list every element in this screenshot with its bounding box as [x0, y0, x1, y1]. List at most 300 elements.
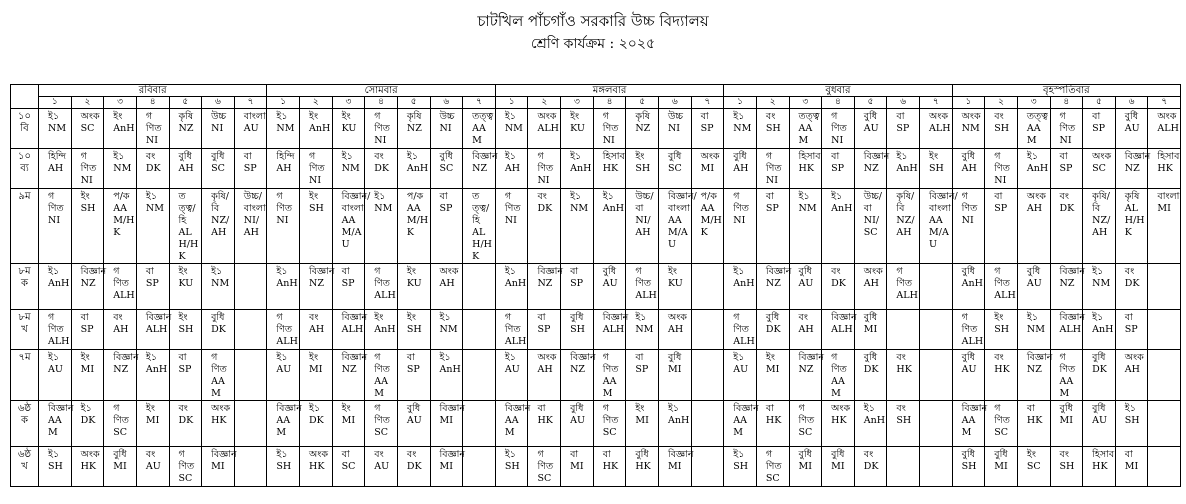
routine-cell [430, 447, 466, 487]
subject-label: ই১ [733, 266, 745, 277]
routine-cell [1017, 310, 1050, 350]
routine-cell [724, 189, 757, 264]
teacher-code: HK [1026, 415, 1043, 426]
period-number: ৩ [1017, 97, 1050, 109]
routine-cell [397, 310, 430, 350]
routine-cell [104, 149, 137, 189]
routine-cell [985, 149, 1018, 189]
subject-label: গণিত [211, 352, 227, 375]
routine-cell [332, 189, 371, 264]
routine-cell [365, 310, 398, 350]
teacher-code: NZ [798, 364, 814, 375]
routine-cell [985, 264, 1018, 310]
subject-label: বিজ্ঞান [765, 266, 792, 277]
routine-cell [234, 149, 267, 189]
routine-cell [397, 189, 430, 264]
subject-label: গণিত [80, 151, 97, 174]
teacher-code: NM [961, 123, 980, 134]
subject-label: কৃষি [635, 111, 650, 122]
teacher-code: SC [1026, 461, 1041, 472]
subject-label: বা [1124, 312, 1133, 323]
routine-cell [561, 401, 594, 447]
teacher-code: SH [178, 324, 194, 335]
teacher-code: NI [667, 123, 681, 134]
routine-cell [71, 109, 104, 149]
routine-cell [626, 401, 659, 447]
routine-cell [952, 401, 988, 447]
subject-label: বিজ্ঞান [961, 403, 988, 414]
subject-label: প/ক [406, 191, 424, 202]
routine-cell [71, 401, 104, 447]
routine-cell [561, 149, 594, 189]
routine-cell [854, 109, 887, 149]
teacher-code: SP [831, 163, 845, 174]
routine-cell [854, 264, 887, 310]
subject-label: গণিত [1059, 111, 1076, 134]
subject-label: বিজ্ঞান [798, 352, 825, 363]
subject-label: বুধি [1059, 403, 1073, 414]
teacher-code: AAM/HK [406, 203, 429, 238]
teacher-code: NZ [309, 278, 324, 289]
routine-cell [789, 310, 822, 350]
teacher-code: SH [733, 461, 749, 472]
subject-label: গণিত [374, 111, 390, 134]
subject-label: বা [570, 449, 579, 460]
routine-cell [822, 189, 855, 264]
routine-cell [658, 310, 691, 350]
subject-label: অংক [1092, 151, 1112, 162]
teacher-code: NZ [178, 123, 194, 134]
subject-label: উচ্চ [439, 111, 455, 122]
routine-cell [887, 310, 920, 350]
routine-cell [789, 149, 822, 189]
teacher-code: MI [798, 461, 813, 472]
routine-cell [495, 310, 528, 350]
teacher-code: SP [341, 278, 355, 289]
subject-label: বা [178, 352, 187, 363]
teacher-code: ALH [994, 290, 1016, 301]
teacher-code: SP [406, 364, 420, 375]
teacher-code: AU [145, 461, 161, 472]
teacher-code: AnH [309, 123, 331, 134]
teacher-code: NM [635, 324, 654, 335]
teacher-code: SH [309, 203, 324, 214]
teacher-code: HK [831, 415, 847, 426]
routine-cell [691, 149, 724, 189]
subject-label: বং [765, 111, 776, 122]
routine-cell [1115, 149, 1151, 189]
period-number: ৭ [1148, 97, 1181, 109]
routine-cell [822, 350, 855, 401]
teacher-code: SP [994, 203, 1008, 214]
routine-cell [626, 310, 659, 350]
period-number: ৪ [136, 97, 169, 109]
routine-cell [1050, 447, 1083, 487]
subject-label: অংক [929, 111, 948, 122]
subject-label: ইং [635, 403, 645, 414]
teacher-code: AH [733, 163, 749, 174]
subject-label: ইং [570, 111, 580, 122]
teacher-code: SP [765, 203, 779, 214]
subject-label: বিজ্ঞান [211, 449, 237, 460]
routine-cell [691, 264, 724, 310]
routine-cell [561, 109, 594, 149]
routine-cell [300, 189, 333, 264]
teacher-code: NM [798, 203, 817, 214]
routine-cell [39, 264, 72, 310]
teacher-code: DK [80, 415, 96, 426]
routine-cell [495, 149, 528, 189]
routine-cell [1050, 264, 1086, 310]
teacher-code: AnH [276, 278, 298, 289]
routine-cell [593, 310, 629, 350]
teacher-code: SH [406, 324, 422, 335]
subject-label: গণিত [765, 151, 782, 174]
routine-cell [71, 310, 104, 350]
routine-cell [397, 447, 430, 487]
day-header-row [11, 85, 1181, 97]
teacher-code: SH [896, 415, 912, 426]
routine-cell [169, 350, 202, 401]
subject-label: বাংলা [243, 111, 266, 122]
teacher-code: NI [145, 135, 158, 146]
subject-label: গণিত [374, 352, 390, 375]
routine-cell [136, 189, 169, 264]
routine-cell [202, 149, 235, 189]
teacher-code: SP [243, 163, 257, 174]
subject-label: বং [1059, 449, 1069, 460]
subject-label: বা [831, 151, 840, 162]
period-number: ২ [756, 97, 789, 109]
routine-cell [756, 350, 789, 401]
routine-cell [430, 149, 463, 189]
teacher-code: ALH/HK [1124, 203, 1145, 238]
routine-cell [691, 109, 724, 149]
subject-label: বং [896, 352, 906, 363]
subject-label: ই১ [48, 449, 60, 460]
subject-label: ই১ [733, 352, 745, 363]
routine-cell [593, 264, 626, 310]
subject-label: বা [537, 403, 546, 414]
routine-cell [952, 149, 985, 189]
subject-label: অংক [1157, 111, 1177, 122]
routine-cell [234, 447, 267, 487]
subject-label: বা [439, 191, 448, 202]
subject-label: বুধি [733, 151, 747, 162]
teacher-code: MI [765, 364, 780, 375]
class-routine-table [10, 84, 1181, 487]
teacher-code: AU [276, 364, 292, 375]
routine-cell [952, 447, 985, 487]
routine-cell [789, 401, 822, 447]
routine-cell [789, 189, 822, 264]
routine-cell [920, 264, 953, 310]
subject-label: ই১ [831, 191, 843, 202]
routine-cell [854, 149, 890, 189]
routine-cell [1148, 189, 1181, 264]
routine-cell [593, 189, 626, 264]
teacher-code: HK [765, 415, 782, 426]
routine-cell [1083, 350, 1116, 401]
teacher-code: SH [929, 163, 944, 174]
teacher-code: NM [570, 203, 589, 214]
subject-label: ই১ [113, 151, 125, 162]
routine-cell [136, 350, 169, 401]
class-row [11, 310, 1181, 350]
teacher-code: SC [602, 427, 617, 438]
teacher-code: NZ [765, 278, 781, 289]
routine-cell [920, 447, 953, 487]
routine-cell [528, 264, 564, 310]
teacher-code: MI [863, 324, 878, 335]
teacher-code: KU [570, 123, 585, 134]
teacher-code: SC [113, 427, 128, 438]
class-row [11, 189, 1181, 264]
teacher-code: SC [80, 123, 95, 134]
teacher-code: AAM [831, 376, 845, 399]
routine-cell [267, 310, 300, 350]
routine-cell [952, 109, 985, 149]
class-label: ৬ষ্ঠ খ [11, 447, 39, 487]
subject-label: হিন্দি [48, 151, 67, 162]
subject-label: বুধি [994, 449, 1008, 460]
subject-label: ইং [929, 151, 939, 162]
subject-label: বং [1059, 191, 1069, 202]
subject-label: অংক [537, 111, 557, 122]
subject-label: ই১ [211, 266, 223, 277]
routine-cell [365, 350, 398, 401]
subject-label: বিজ্ঞান/বাংলা [929, 191, 958, 214]
subject-label: ই১ [863, 403, 875, 414]
teacher-code: DK [211, 324, 226, 335]
subject-label: প/ক [700, 191, 717, 202]
period-number: ৫ [169, 97, 202, 109]
day-header: বৃহস্পতিবার [952, 85, 1180, 97]
routine-cell [234, 310, 267, 350]
subject-label: ইং [635, 151, 645, 162]
teacher-code: AH [178, 163, 194, 174]
routine-cell [789, 350, 825, 401]
teacher-code: AAM/HK [700, 203, 722, 238]
routine-cell [71, 264, 107, 310]
teacher-code: HK [211, 415, 227, 426]
routine-cell [854, 401, 887, 447]
subject-label: কৃষি [1124, 191, 1140, 202]
routine-cell [234, 109, 267, 149]
teacher-code: AnH [602, 203, 624, 214]
subject-label: ই১ [1124, 403, 1136, 414]
teacher-code: NM [733, 123, 752, 134]
routine-cell [495, 447, 528, 487]
teacher-code: DK [863, 461, 879, 472]
class-row [11, 149, 1181, 189]
routine-cell [234, 401, 267, 447]
subject-label: বুধি [961, 449, 975, 460]
teacher-code: ALH [635, 290, 657, 301]
teacher-code: AnH [1092, 324, 1114, 335]
subject-label: প/ক [113, 191, 130, 202]
routine-cell [463, 447, 496, 487]
teacher-code: NI [765, 175, 778, 186]
teacher-code: NZ [80, 278, 96, 289]
teacher-code: HK [537, 415, 553, 426]
teacher-code: SC [798, 427, 813, 438]
subject-label: ই১ [798, 191, 810, 202]
routine-cell [300, 109, 333, 149]
routine-cell [724, 350, 757, 401]
teacher-code: SP [700, 123, 714, 134]
routine-cell [1017, 401, 1050, 447]
routine-cell [169, 109, 202, 149]
subject-label: ই১ [635, 312, 647, 323]
routine-cell [1083, 310, 1116, 350]
teacher-code: DK [145, 163, 161, 174]
teacher-code: HK [1157, 163, 1173, 174]
teacher-code: DK [831, 278, 846, 289]
subject-label: ই১ [504, 111, 516, 122]
routine-cell [1115, 350, 1148, 401]
period-number: ৭ [691, 97, 724, 109]
subject-label: বা [994, 191, 1003, 202]
subject-label: হিসাব [1157, 151, 1180, 162]
subject-label: তত্ত্ব [472, 111, 494, 122]
period-number: ৬ [887, 97, 920, 109]
routine-cell [332, 350, 368, 401]
routine-cell [136, 264, 169, 310]
routine-cell [332, 401, 365, 447]
teacher-code: NI [504, 215, 517, 226]
routine-cell [756, 401, 789, 447]
subject-label: ইং [994, 312, 1004, 323]
subject-label: বা [765, 191, 774, 202]
routine-cell [1083, 447, 1116, 487]
routine-cell [267, 149, 300, 189]
teacher-code: AU [570, 415, 585, 426]
routine-cell [854, 310, 887, 350]
teacher-code: SH [570, 324, 585, 335]
teacher-code: NM [341, 163, 360, 174]
routine-cell [822, 264, 855, 310]
class-label: ৬ষ্ঠ ক [11, 401, 39, 447]
routine-cell [1148, 264, 1181, 310]
teacher-code: MI [341, 415, 356, 426]
teacher-code: DK [374, 163, 389, 174]
routine-cell [71, 447, 104, 487]
subject-label: গণিত [309, 151, 325, 174]
teacher-code: SP [537, 324, 551, 335]
routine-cell [39, 350, 72, 401]
subject-label: ই১ [48, 111, 60, 122]
routine-cell [169, 149, 202, 189]
teacher-code: AH [439, 278, 455, 289]
routine-cell [1148, 109, 1181, 149]
teacher-code: ALH [537, 123, 559, 134]
subject-label: বিজ্ঞান [439, 449, 466, 460]
subject-label: গণিত [374, 266, 390, 289]
teacher-code: SP [635, 364, 649, 375]
subject-label: ই১ [439, 352, 451, 363]
routine-cell [528, 350, 561, 401]
routine-cell [430, 189, 463, 264]
subject-label: ইং [1026, 449, 1036, 460]
teacher-code: SC [994, 427, 1009, 438]
routine-cell [593, 109, 626, 149]
day-header: রবিবার [39, 85, 267, 97]
subject-label: ই১ [504, 449, 516, 460]
routine-cell [495, 350, 528, 401]
subject-label: ই১ [341, 151, 353, 162]
subject-label: বং [537, 191, 547, 202]
teacher-code: AnH [1026, 163, 1049, 174]
subject-label: বিজ্ঞান/বাংলা [667, 191, 697, 214]
teacher-code: AAM/AU [341, 215, 362, 250]
routine-cell [39, 310, 72, 350]
subject-label: বিজ্ঞান [1124, 151, 1151, 162]
teacher-code: HK [80, 461, 97, 472]
subject-label: তত্ত্ব [798, 111, 820, 122]
class-row [11, 401, 1181, 447]
period-number: ৭ [920, 97, 953, 109]
teacher-code: AU [504, 364, 520, 375]
teacher-code: NI/AH [243, 215, 260, 238]
subject-label: তত্ত্ব [1026, 111, 1048, 122]
routine-cell [1148, 447, 1181, 487]
routine-cell [561, 264, 594, 310]
subject-label: বং [145, 449, 156, 460]
subject-label: গণিত [276, 312, 292, 335]
routine-cell [463, 264, 496, 310]
subject-label: উচ্চ/বা [635, 191, 654, 214]
teacher-code: AU [243, 123, 259, 134]
routine-cell [724, 264, 757, 310]
teacher-code: NI [48, 215, 61, 226]
routine-cell [822, 109, 855, 149]
subject-label: বিজ্ঞান [733, 403, 759, 414]
routine-cell [104, 310, 137, 350]
teacher-code: SH [276, 461, 292, 472]
teacher-code: SH [635, 163, 651, 174]
subject-label: হিসাব [602, 151, 625, 162]
subject-label: ই১ [504, 352, 516, 363]
teacher-code: AnH [961, 278, 983, 289]
teacher-code: KU [178, 278, 194, 289]
subject-label: বিজ্ঞান [667, 449, 694, 460]
routine-cell [593, 149, 626, 189]
routine-cell [202, 350, 235, 401]
routine-cell [104, 401, 137, 447]
routine-cell [626, 447, 659, 487]
teacher-code: AnH [667, 415, 690, 426]
routine-cell [430, 350, 463, 401]
subject-label: ই১ [570, 151, 582, 162]
period-number: ৬ [430, 97, 463, 109]
teacher-code: NM [48, 123, 67, 134]
teacher-code: SC [374, 427, 389, 438]
day-header: মঙ্গলবার [495, 85, 723, 97]
period-number: ৫ [626, 97, 659, 109]
class-label: ১০ ব্য [11, 149, 39, 189]
period-number: ৭ [234, 97, 267, 109]
routine-cell [300, 447, 333, 487]
subject-label: গণিত [504, 191, 521, 214]
routine-cell [887, 264, 920, 310]
period-number: ৩ [561, 97, 594, 109]
teacher-code: AH [863, 278, 879, 289]
subject-label: ই১ [733, 111, 745, 122]
teacher-code: SC [537, 473, 552, 484]
teacher-code: AU [961, 364, 977, 375]
subject-label: হিসাব [1092, 449, 1115, 460]
